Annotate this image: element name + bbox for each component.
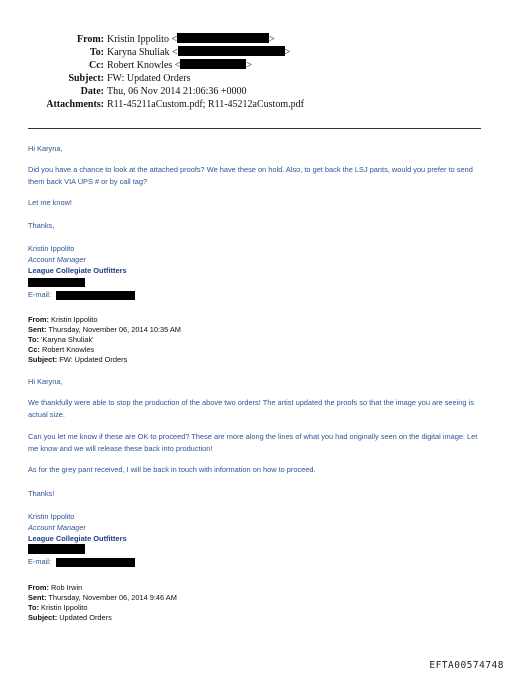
signature-email-label: E-mail:	[28, 557, 51, 566]
header-date-label: Date:	[80, 86, 104, 97]
header-date-value: Thu, 06 Nov 2014 21:06:36 +0000	[107, 86, 247, 97]
signature-company: League Collegiate Outfitters	[28, 266, 127, 275]
quoted1-cc: Cc: Robert Knowles	[28, 345, 95, 354]
email-header	[0, 33, 512, 111]
header-subject-value: FW: Updated Orders	[107, 73, 191, 84]
message2-paragraph: We thankfully were able to stop the production of the above two orders! The artist updated the proofs so that the image you are seeing is actual size.	[28, 398, 474, 419]
header-to-value: Karyna Shuliak <	[107, 47, 178, 58]
header-to-row	[0, 46, 512, 59]
header-date-row	[0, 85, 512, 98]
message1-greeting: Hi Karyna,	[28, 144, 63, 153]
redaction-block	[56, 291, 135, 300]
message2-paragraph: Can you let me know if these are OK to proceed? These are more along the lines of what you had originally seen on the digital image. Let me know and we will release these back into production!	[28, 432, 478, 453]
message2-paragraph: As for the grey pant received, I will be back in touch with information on how to proceed.	[28, 465, 316, 474]
header-divider	[28, 128, 481, 129]
quoted2-sent: Sent: Thursday, November 06, 2014 9:46 AM	[28, 593, 177, 602]
quoted2-subject: Subject: Updated Orders	[28, 613, 112, 622]
header-cc-row	[0, 59, 512, 72]
message1-closing: Thanks,	[28, 221, 55, 230]
message2-greeting: Hi Karyna,	[28, 377, 63, 386]
redaction-block	[56, 558, 135, 567]
signature-company: League Collegiate Outfitters	[28, 534, 127, 543]
header-cc-label: Cc:	[89, 60, 104, 71]
header-from-row	[0, 33, 512, 46]
header-to-close: >	[284, 47, 291, 58]
header-to-label: To:	[89, 47, 104, 58]
message1-paragraph: Let me know!	[28, 198, 72, 207]
redaction-block	[177, 33, 269, 43]
signature-title: Account Manager	[28, 255, 86, 264]
redaction-block	[180, 59, 246, 69]
header-subject-row	[0, 72, 512, 85]
bates-number: EFTA00574748	[429, 660, 504, 671]
quoted1-subject: Subject: FW: Updated Orders	[28, 355, 128, 364]
message1-paragraph: Did you have a chance to look at the attached proofs? We have these on hold. Also, to get back the LSJ pants, would you prefer to send them back VIA UPS # or by call tag?	[28, 165, 473, 186]
signature-name: Kristin Ippolito	[28, 244, 75, 253]
header-cc-value: Robert Knowles <	[107, 60, 181, 71]
redaction-block	[28, 544, 85, 554]
header-from-close: >	[269, 34, 275, 45]
header-attachments-row	[0, 98, 512, 111]
signature-email-label: E-mail:	[28, 290, 51, 299]
header-from-label: From:	[76, 34, 104, 45]
message2-closing: Thanks!	[28, 489, 55, 498]
signature-title: Account Manager	[28, 523, 86, 532]
quoted2-to: To: Kristin Ippolito	[28, 603, 88, 612]
header-subject-label: Subject:	[68, 73, 104, 84]
quoted2-from: From: Rob Irwin	[28, 583, 83, 592]
redaction-block	[178, 46, 285, 56]
signature-name: Kristin Ippolito	[28, 512, 75, 521]
header-cc-close: >	[246, 60, 253, 71]
header-from-value: Kristin Ippolito <	[107, 34, 178, 45]
redaction-block	[28, 278, 85, 287]
header-attachments-label: Attachments:	[46, 99, 104, 110]
quoted1-to: To: 'Karyna Shuliak'	[28, 335, 94, 344]
quoted1-from: From: Kristin Ippolito	[28, 315, 98, 324]
quoted1-sent: Sent: Thursday, November 06, 2014 10:35 AM	[28, 325, 181, 334]
header-attachments-value: R11-45211aCustom.pdf; R11-45212aCustom.pdf	[107, 99, 304, 110]
